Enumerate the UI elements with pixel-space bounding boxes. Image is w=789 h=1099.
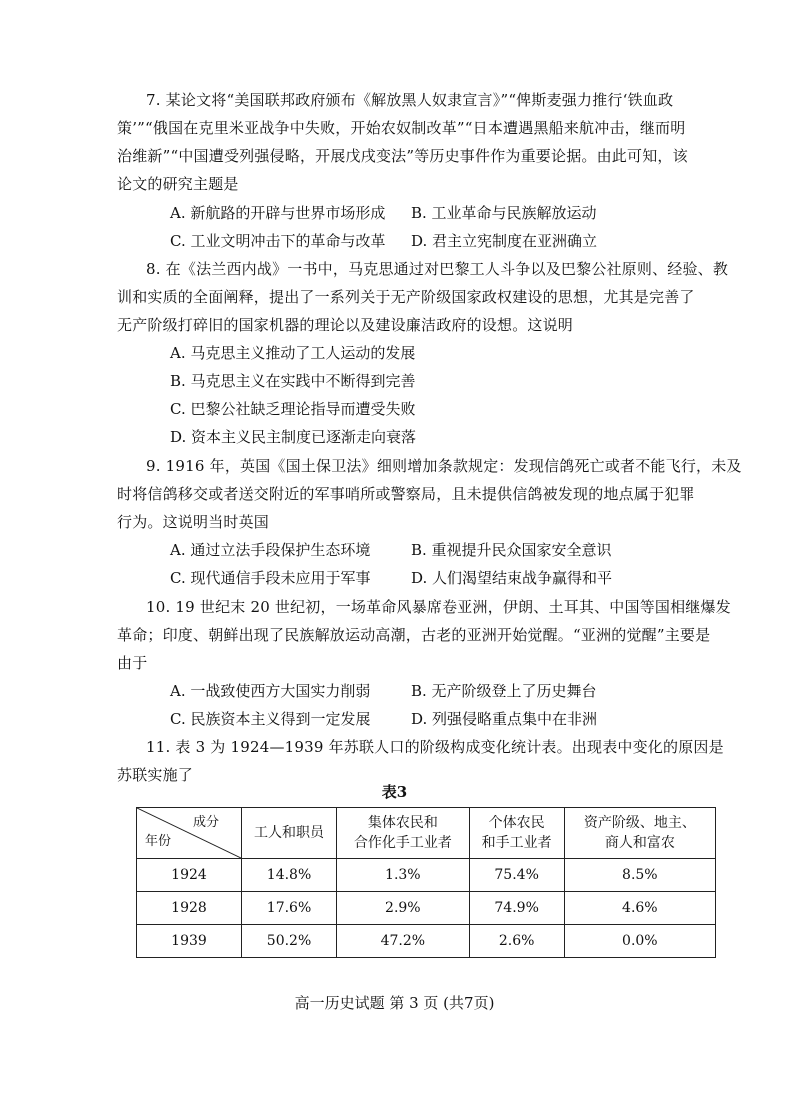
question-8-option-d: D. 资本主义民主制度已逐渐走向衰落 [170,428,417,446]
corner-column-label: 成分 [192,815,219,830]
question-9-option-d: D. 人们渴望结束战争赢得和平 [411,569,613,587]
question-7-option-d: D. 君主立宪制度在亚洲确立 [411,232,598,250]
page-footer: 高一历史试题 第 3 页 (共7页) [294,994,495,1012]
question-9-option-a: A. 通过立法手段保护生态环境 [170,541,371,559]
question-9-line: 9. 1916 年，英国《国土保卫法》细则增加条款规定：发现信鸽死亡或者不能飞行，未及 [146,457,742,475]
table-cell-year: 1928 [137,892,242,925]
table-cell: 14.8% [242,859,337,892]
question-8-option-b: B. 马克思主义在实践中不断得到完善 [170,372,416,390]
question-11-line: 11. 表 3 为 1924—1939 年苏联人口的阶级构成变化统计表。出现表中变化的原因是 [146,738,724,756]
table-header-text: 工人和职员 [254,825,325,841]
table-cell-year: 1939 [137,925,242,958]
table-cell: 8.5% [564,859,715,892]
table-cell: 75.4% [469,859,564,892]
question-10-option-b: B. 无产阶级登上了历史舞台 [411,682,597,700]
table-header-text: 集体农民和 [367,815,438,831]
table-header-row [137,808,716,859]
corner-row-label: 年份 [145,834,172,849]
question-7-option-a: A. 新航路的开辟与世界市场形成 [170,204,386,222]
table-header-cell [469,808,564,859]
table-header-text: 商人和富农 [604,835,675,851]
table-cell: 0.0% [564,925,715,958]
question-10-line: 革命；印度、朝鲜出现了民族解放运动高潮，古老的亚洲开始觉醒。“亚洲的觉醒”主要是 [117,626,711,644]
table-cell: 2.6% [469,925,564,958]
question-9-option-b: B. 重视提升民众国家安全意识 [411,541,612,559]
table-cell: 74.9% [469,892,564,925]
table-header-text: 和手工业者 [481,835,552,851]
question-9-option-c: C. 现代通信手段未应用于军事 [170,569,371,587]
question-10-line: 由于 [117,654,148,672]
table-header-cell [564,808,715,859]
table-row [137,892,716,925]
question-8-line: 训和实质的全面阐释，提出了一系列关于无产阶级国家政权建设的思想，尤其是完善了 [117,288,695,306]
question-9-line: 时将信鸽移交或者送交附近的军事哨所或警察局，且未提供信鸽被发现的地点属于犯罪 [117,485,695,503]
table-header-text: 个体农民 [488,815,545,831]
table-header-cell [337,808,470,859]
table-cell-year: 1924 [137,859,242,892]
question-7-line: 论文的研究主题是 [117,175,239,193]
question-7-option-c: C. 工业文明冲击下的革命与改革 [170,232,386,250]
table-cell: 4.6% [564,892,715,925]
table-header-cell [242,808,337,859]
table-header-text: 资产阶级、地主、 [583,815,696,831]
question-9-line: 行为。这说明当时英国 [117,513,270,531]
question-10-line: 10. 19 世纪末 20 世纪初，一场革命风暴席卷亚洲，伊朗、土耳其、中国等国相继爆发 [146,598,731,616]
table-cell: 2.9% [337,892,470,925]
table-header-text: 合作化手工业者 [353,835,452,851]
table-cell: 17.6% [242,892,337,925]
question-10-option-c: C. 民族资本主义得到一定发展 [170,710,371,728]
question-8-line: 无产阶级打碎旧的国家机器的理论以及建设廉洁政府的设想。这说明 [117,316,574,334]
question-7-option-b: B. 工业革命与民族解放运动 [411,204,597,222]
question-7-line: 治维新”“中国遭受列强侵略，开展戊戌变法”等历史事件作为重要论据。由此可知，该 [117,147,688,165]
question-7-line: 7. 某论文将“美国联邦政府颁布《解放黑人奴隶宣言》”“俾斯麦强力推行‘铁血政 [146,91,674,109]
table-cell: 47.2% [337,925,470,958]
question-10-option-a: A. 一战致使西方大国实力削弱 [170,682,371,700]
question-7-line: 策’”“俄国在克里米亚战争中失败，开始农奴制改革”“日本遭遇黑船来航冲击，继而明 [117,119,686,137]
question-8-option-a: A. 马克思主义推动了工人运动的发展 [170,344,416,362]
question-11-line: 苏联实施了 [117,766,194,784]
population-class-table [136,807,716,958]
table-cell: 50.2% [242,925,337,958]
table-row [137,859,716,892]
table-row [137,925,716,958]
table-cell: 1.3% [337,859,470,892]
question-8-line: 8. 在《法兰西内战》一书中，马克思通过对巴黎工人斗争以及巴黎公社原则、经验、教 [146,260,729,278]
table-corner-cell [137,808,242,859]
question-10-option-d: D. 列强侵略重点集中在非洲 [411,710,598,728]
table-caption: 表3 [381,783,408,801]
question-8-option-c: C. 巴黎公社缺乏理论指导而遭受失败 [170,400,416,418]
